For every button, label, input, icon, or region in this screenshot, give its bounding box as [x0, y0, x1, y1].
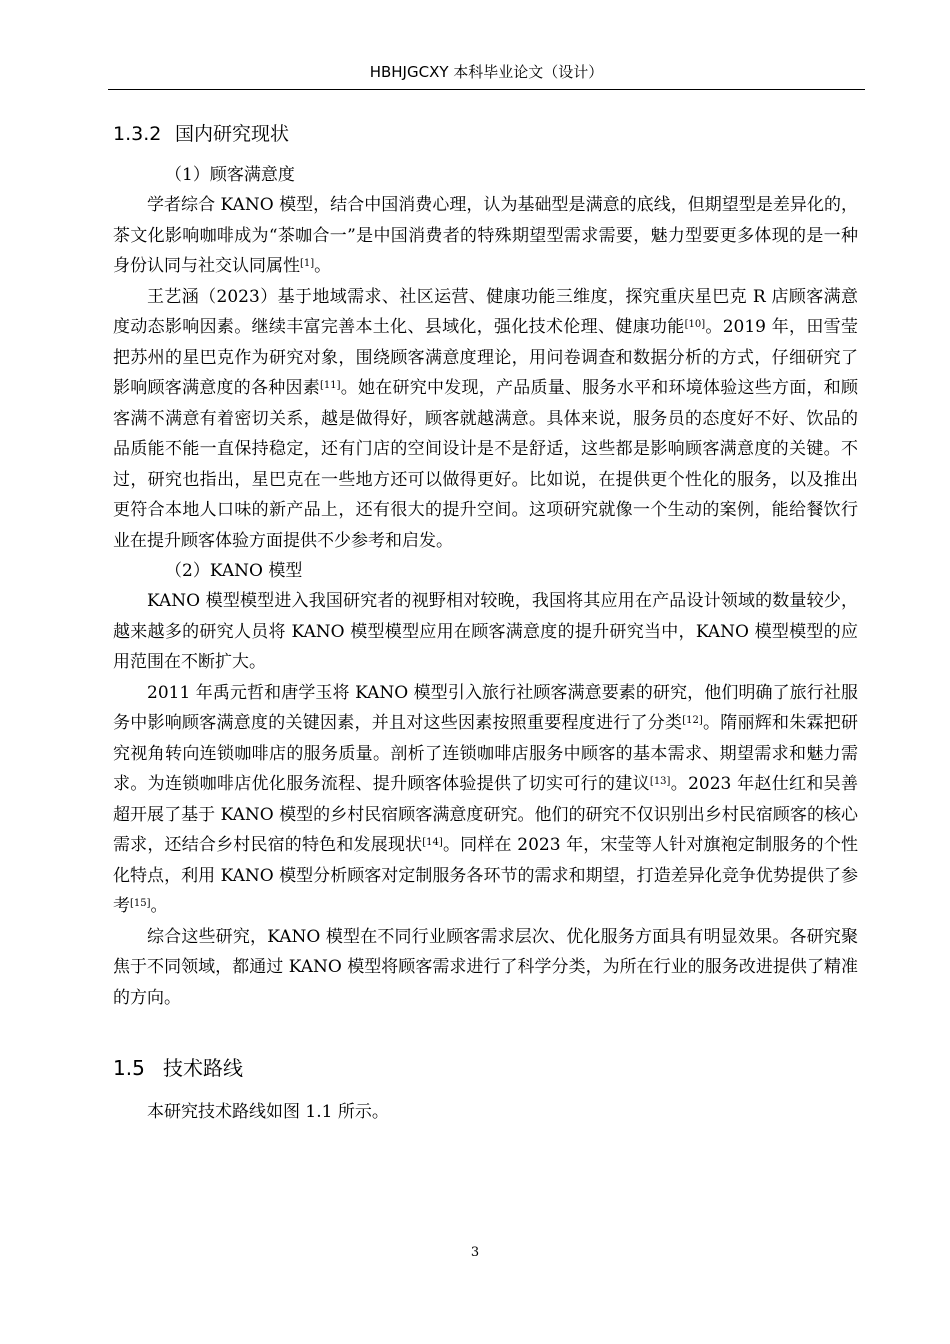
section-number: 1.3.2	[113, 123, 162, 145]
citation: [14]	[422, 837, 443, 848]
paragraph-5: 综合这些研究，KANO 模型在不同行业顾客需求层次、优化服务方面具有明显效果。各研究聚焦于不同领域，都通过 KANO 模型将顾客需求进行了科学分类，为所在行业的服务改进提供了精准的方向。	[113, 926, 858, 1008]
paragraph-6: 本研究技术路线如图 1.1 所示。	[147, 1102, 389, 1122]
section-heading-1-5	[113, 1051, 858, 1085]
paragraph-text: 。	[314, 256, 332, 276]
page-body	[113, 118, 858, 1128]
section-title: 国内研究现状	[175, 123, 290, 145]
paragraph-text: 。	[150, 896, 168, 916]
page-header: HBHJGCXY 本科毕业论文（设计）	[369, 63, 604, 81]
section-title: 技术路线	[163, 1056, 243, 1080]
paragraph-4	[113, 678, 858, 922]
paragraph-text: 。2019 年，田雪莹把苏州的星巴克作为研究对象，围绕顾客满意度理论，用问卷调查和数据分析的方式，仔细研究了影响顾客满意度的各种因素	[113, 317, 859, 398]
citation: [10]	[684, 319, 706, 330]
paragraph-text: 。隋丽辉和朱霖把研究视角转向连锁咖啡店的服务质量。剖析了连锁咖啡店服务中顾客的基本需求、期望需求和魅力需求。为连锁咖啡店优化服务流程、提升顾客体验提供了切实可行的建议	[113, 713, 859, 794]
paragraph-text: 学者综合 KANO 模型，结合中国消费心理，认为基础型是满意的底线，但期望型是差异化的，茶文化影响咖啡成为“茶咖合一”是中国消费者的特殊期望型需求需要，魅力型要更多体现的是一种身份认同与社交认同属性	[113, 195, 858, 276]
citation: [12]	[682, 715, 703, 726]
section-heading-1-3-2	[113, 118, 858, 150]
paragraph-1	[113, 190, 858, 282]
paragraph-text: 王艺涵（2023）基于地域需求、社区运营、健康功能三维度，探究重庆星巴克 R 店顾客满意度动态影响因素。继续丰富完善本土化、县域化，强化技术伦理、健康功能	[113, 286, 858, 337]
paragraph-2	[113, 282, 858, 557]
paragraph-3: KANO 模型模型进入我国研究者的视野相对较晚，我国将其应用在产品设计领域的数量较少，越来越多的研究人员将 KANO 模型模型应用在顾客满意度的提升研究当中，KANO 模型模型的应用范围在不断扩大。	[113, 591, 858, 672]
citation: [15]	[130, 898, 151, 909]
subheading-customer-satisfaction: （1）顾客满意度	[165, 165, 295, 185]
page-number: 3	[470, 1245, 480, 1260]
section-number: 1.5	[113, 1056, 145, 1080]
paragraph-text: 。她在研究中发现，产品质量、服务水平和环境体验这些方面，和顾客满不满意有着密切关系，越是做得好，顾客就越满意。具体来说，服务员的态度好不好、饮品的品质能不能一直保持稳定，还有门店的空间设计是不是舒适，这些都是影响顾客满意度的关键。不过，研究也指出，星巴克在一些地方还可以做得更好。比如说，在提供更个性化的服务，以及推出更符合本地人口味的新产品上，还有很大的提升空间。这项研究就像一个生动的案例，能给餐饮行业在提升顾客体验方面提供不少参考和启发。	[113, 378, 859, 551]
subheading-kano-model: （2）KANO 模型	[165, 561, 303, 581]
citation: [1]	[300, 258, 315, 269]
paragraph-text: 。同样在 2023 年，宋莹等人针对旗袍定制服务的个性化特点，利用 KANO 模型分析顾客对定制服务各环节的需求和期望，打造差异化竞争优势提供了参考	[113, 835, 858, 916]
paragraph-text: 。2023 年赵仕红和吴善超开展了基于 KANO 模型的乡村民宿顾客满意度研究。他们的研究不仅识别出乡村民宿顾客的核心需求，还结合乡村民宿的特色和发展现状	[113, 774, 858, 855]
citation: [11]	[320, 380, 341, 391]
paragraph-text: 2011 年禹元哲和唐学玉将 KANO 模型引入旅行社顾客满意要素的研究，他们明确了旅行社服务中影响顾客满意度的关键因素，并且对这些因素按照重要程度进行了分类	[113, 682, 858, 733]
header-rule	[108, 89, 865, 90]
citation: [13]	[649, 776, 671, 787]
